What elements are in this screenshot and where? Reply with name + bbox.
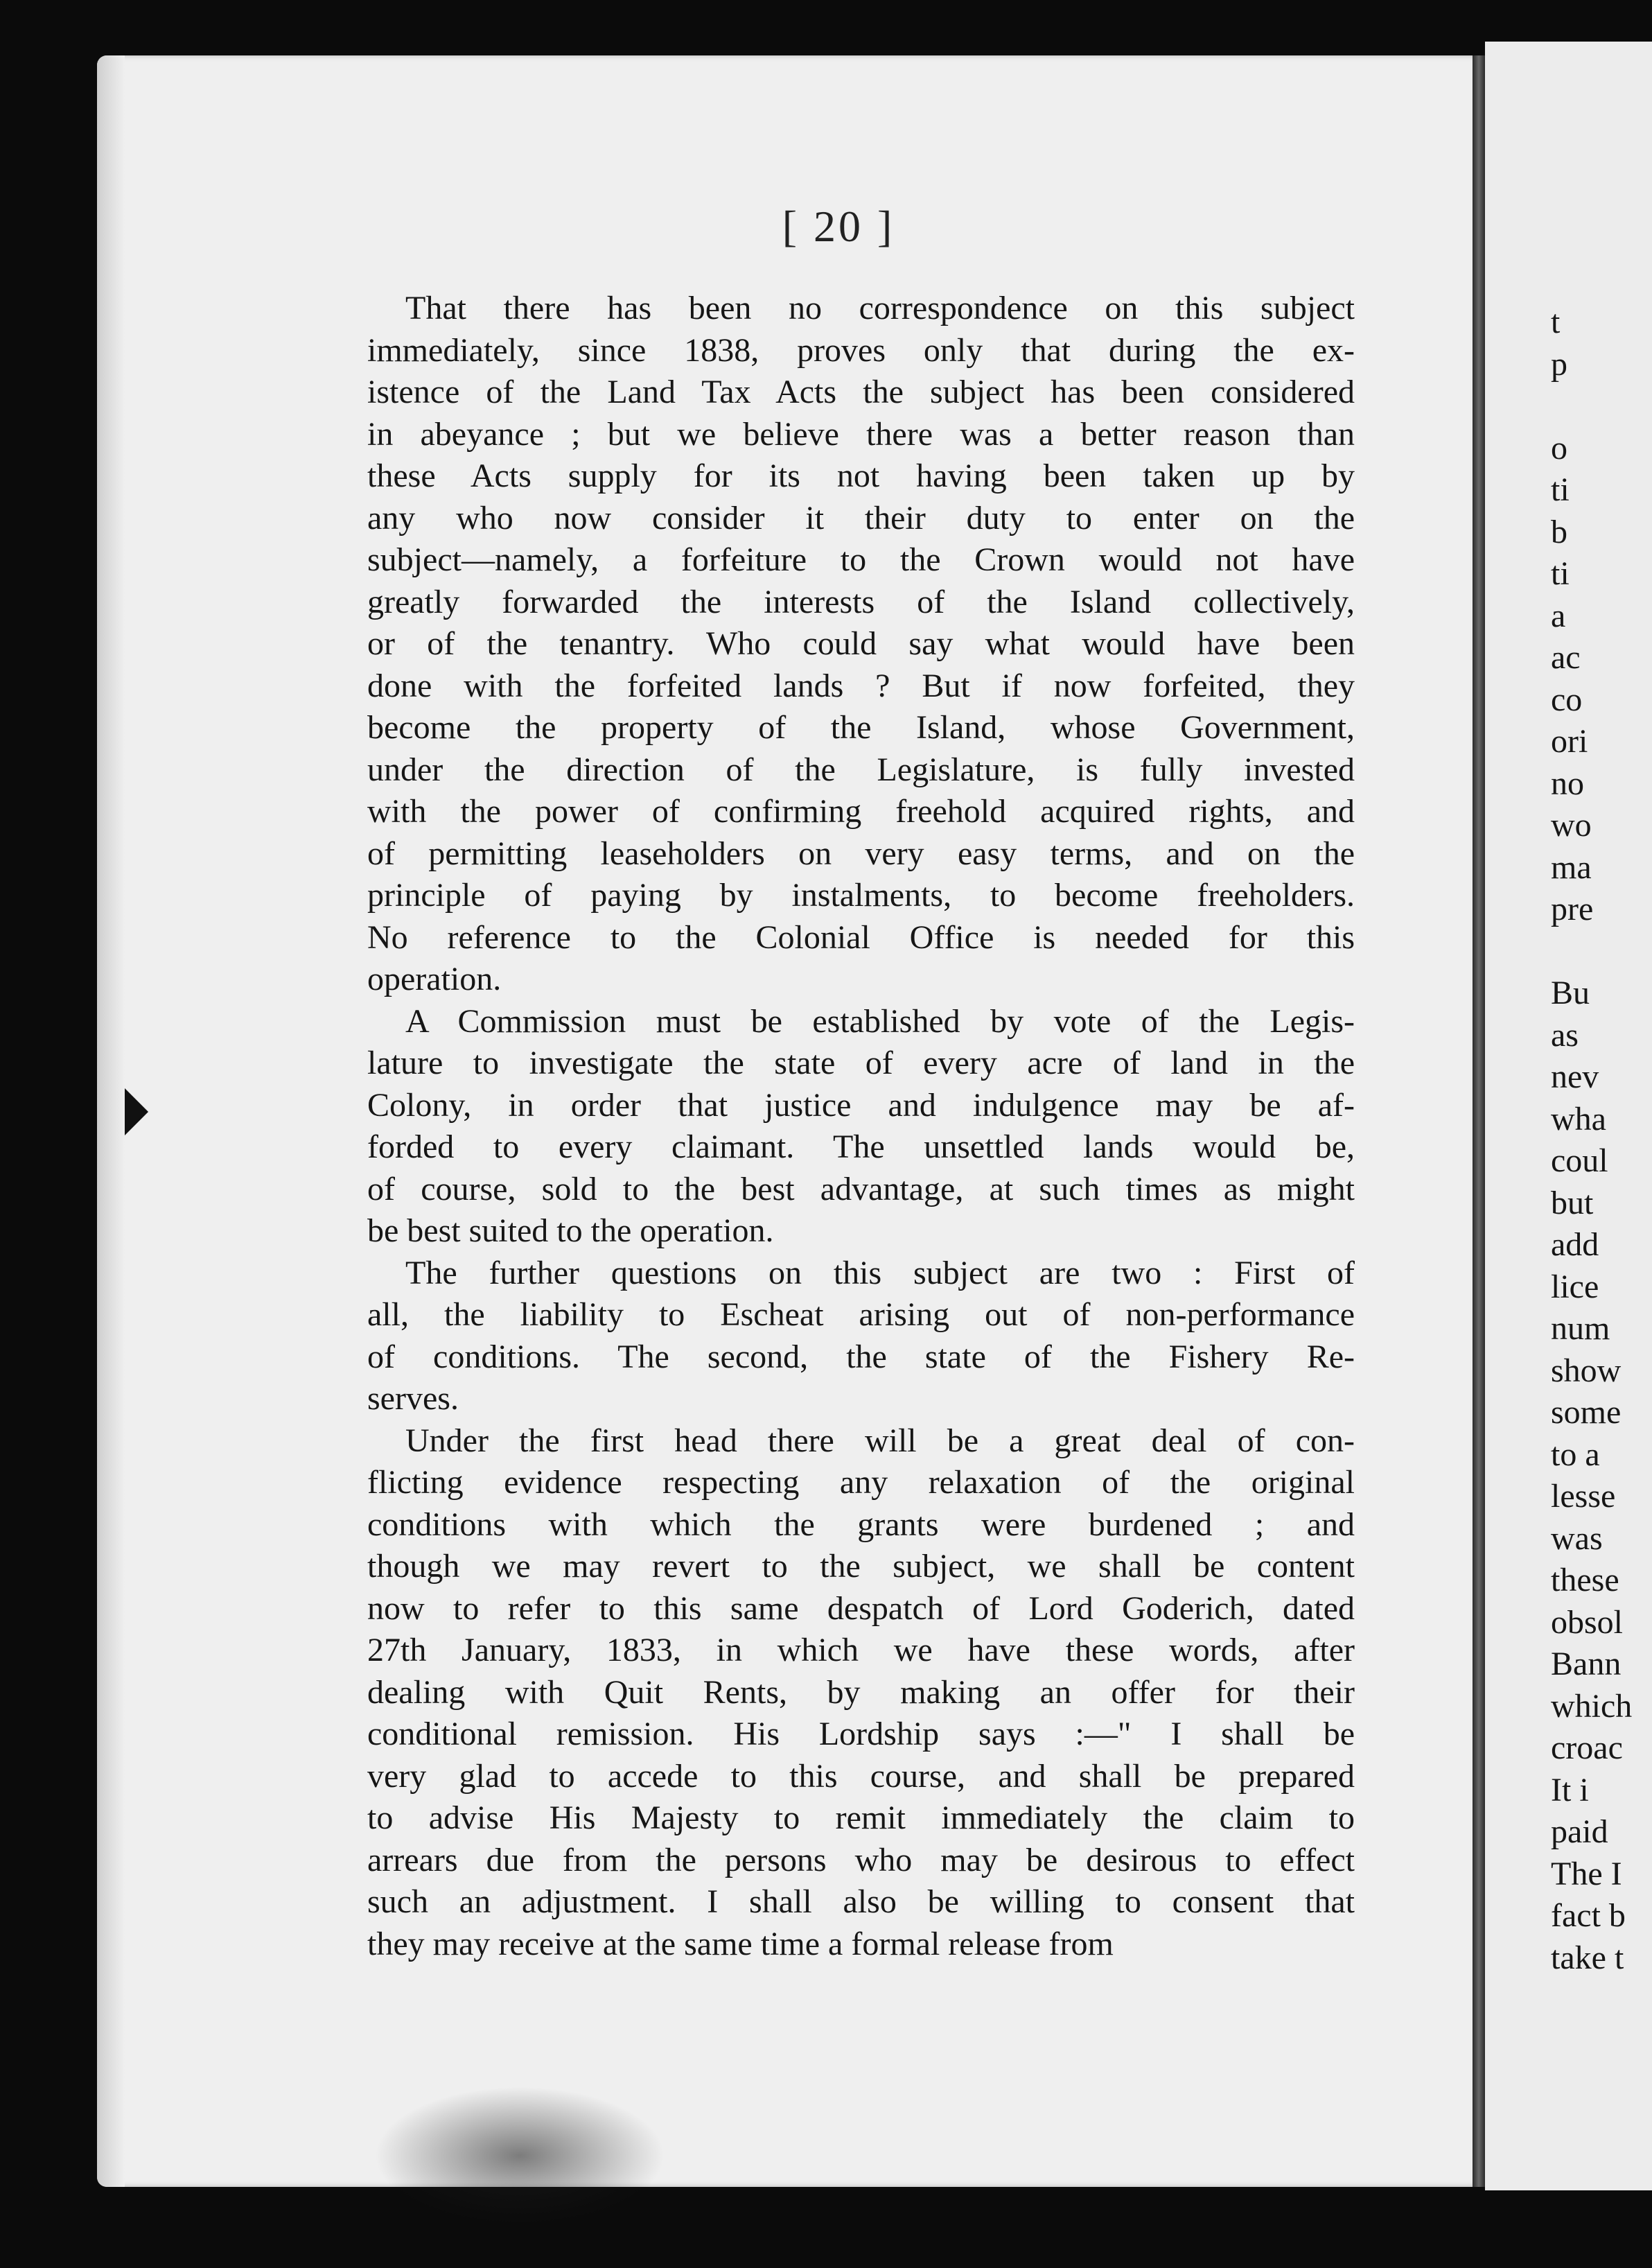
body-text	[367, 288, 1355, 1965]
right-page-fragment: pre	[1551, 891, 1594, 927]
text-line: That there has been no correspondence on this subject	[405, 290, 1355, 326]
right-page-fragment: croac	[1551, 1729, 1623, 1766]
text-line: very glad to accede to this course, and shall be prepared	[367, 1757, 1355, 1795]
right-page-fragment: b	[1551, 513, 1567, 550]
right-page-fragment: Bann	[1551, 1646, 1622, 1682]
text-line: though we may revert to the subject, we shall be content	[367, 1548, 1355, 1585]
right-page-fragment: these	[1551, 1562, 1619, 1598]
right-page-fragment: coul	[1551, 1142, 1608, 1179]
page-number: [ 20 ]	[782, 202, 895, 251]
text-line: of course, sold to the best advantage, at such times as might	[367, 1170, 1355, 1207]
text-line: be best suited to the operation.	[367, 1212, 774, 1249]
book-gutter	[1473, 55, 1485, 2187]
text-line: all, the liability to Escheat arising out of non-performance	[367, 1296, 1355, 1333]
text-line: greatly forwarded the interests of the Island collectively,	[367, 583, 1355, 620]
text-line: now to refer to this same despatch of Lord Goderich, dated	[367, 1589, 1355, 1627]
right-page-text-fragments	[1551, 302, 1652, 1979]
text-line: principle of paying by instalments, to become freeholders.	[367, 877, 1355, 914]
right-page-fragment	[1551, 385, 1652, 428]
text-line: conditions with which the grants were burdened ; and	[367, 1506, 1355, 1543]
text-line: lature to investigate the state of every acre of land in the	[367, 1045, 1355, 1081]
text-line: or of the tenantry. Who could say what would have been	[367, 625, 1355, 662]
right-page-fragment: obsol	[1551, 1603, 1624, 1641]
paragraph	[367, 288, 1355, 1001]
right-page-fragment: lesse	[1551, 1478, 1616, 1515]
right-page-fragment: show	[1551, 1352, 1622, 1389]
text-line: in abeyance ; but we believe there was a better reason than	[367, 415, 1355, 453]
right-page-fragment: ma	[1551, 848, 1592, 886]
text-line: arrears due from the persons who may be desirous to effect	[367, 1841, 1355, 1878]
right-page-fragment: co	[1551, 681, 1583, 718]
right-page-fragment: t	[1551, 304, 1561, 340]
page-smudge	[374, 2086, 665, 2225]
right-page-fragment: as	[1551, 1016, 1579, 1054]
right-page-fragment: ori	[1551, 723, 1588, 760]
text-line: No reference to the Colonial Office is needed for this	[367, 918, 1355, 956]
text-line: with the power of confirming freehold acquired rights, and	[367, 793, 1355, 830]
text-line: these Acts supply for its not having been taken up by	[367, 457, 1355, 494]
right-page-fragment: wha	[1551, 1100, 1606, 1137]
right-page-fragment: but	[1551, 1184, 1594, 1221]
right-page-fragment: It i	[1551, 1771, 1589, 1808]
text-line: under the direction of the Legislature, is fully invested	[367, 751, 1355, 788]
text-line: become the property of the Island, whose Government,	[367, 709, 1355, 746]
paragraph	[367, 1001, 1355, 1253]
text-line: forded to every claimant. The unsettled lands would be,	[367, 1128, 1355, 1165]
right-page-fragment: The I	[1551, 1855, 1622, 1892]
right-page-fragment: ac	[1551, 639, 1581, 676]
right-page-fragment: lice	[1551, 1268, 1599, 1305]
text-line: done with the forfeited lands ? But if now forfeited, they	[367, 667, 1355, 704]
right-page-fragment: to a	[1551, 1436, 1600, 1473]
right-page-fragment: ti	[1551, 471, 1570, 508]
right-page-fragment: which	[1551, 1687, 1633, 1725]
text-line: immediately, since 1838, proves only that during the ex-	[367, 331, 1355, 369]
right-page-fragment: was	[1551, 1519, 1603, 1557]
text-line: The further questions on this subject are two : First of	[405, 1254, 1355, 1291]
right-page-fragment: Bu	[1551, 975, 1590, 1011]
right-page-fragment: wo	[1551, 807, 1592, 844]
text-line: conditional remission. His Lordship says :—" I shall be	[367, 1716, 1355, 1752]
text-line: Colony, in order that justice and indulgence may be af-	[367, 1086, 1355, 1124]
paragraph	[367, 1420, 1355, 1966]
right-page-fragment: a	[1551, 597, 1566, 634]
text-line: such an adjustment. I shall also be willing to consent that	[367, 1883, 1355, 1920]
right-page-fragment: some	[1551, 1394, 1622, 1431]
text-line: to advise His Majesty to remit immediately the claim to	[367, 1799, 1355, 1836]
text-line: they may receive at the same time a formal release from	[367, 1925, 1114, 1962]
text-line: 27th January, 1833, in which we have these words, after	[367, 1632, 1355, 1668]
right-page-fragment: take t	[1551, 1939, 1624, 1976]
text-line: any who now consider it their duty to enter on the	[367, 499, 1355, 537]
right-page-fragment: o	[1551, 429, 1567, 466]
text-line: Under the first head there will be a great deal of con-	[405, 1422, 1355, 1459]
right-page-fragment: nev	[1551, 1058, 1599, 1095]
text-line: of conditions. The second, the state of the Fishery Re-	[367, 1338, 1355, 1375]
right-page-fragment	[1551, 931, 1652, 973]
text-line: subject—namely, a forfeiture to the Crown would not have	[367, 541, 1355, 578]
text-line: dealing with Quit Rents, by making an offer for their	[367, 1673, 1355, 1711]
text-line: serves.	[367, 1380, 459, 1417]
margin-arrow-icon	[125, 1088, 148, 1135]
text-line: istence of the Land Tax Acts the subject has been considered	[367, 374, 1355, 410]
text-line: flicting evidence respecting any relaxation of the original	[367, 1464, 1355, 1501]
paragraph	[367, 1253, 1355, 1420]
text-line: A Commission must be established by vote of the Legis-	[405, 1002, 1355, 1040]
right-page-fragment: paid	[1551, 1813, 1608, 1850]
right-page-fragment: ti	[1551, 555, 1570, 592]
right-page-fragment: p	[1551, 345, 1567, 383]
right-page-fragment: add	[1551, 1226, 1599, 1263]
right-page-fragment: no	[1551, 765, 1584, 802]
text-line: operation.	[367, 961, 502, 997]
right-page-fragment: num	[1551, 1310, 1610, 1347]
text-line: of permitting leaseholders on very easy terms, and on the	[367, 835, 1355, 872]
right-page-fragment: fact b	[1551, 1897, 1626, 1934]
